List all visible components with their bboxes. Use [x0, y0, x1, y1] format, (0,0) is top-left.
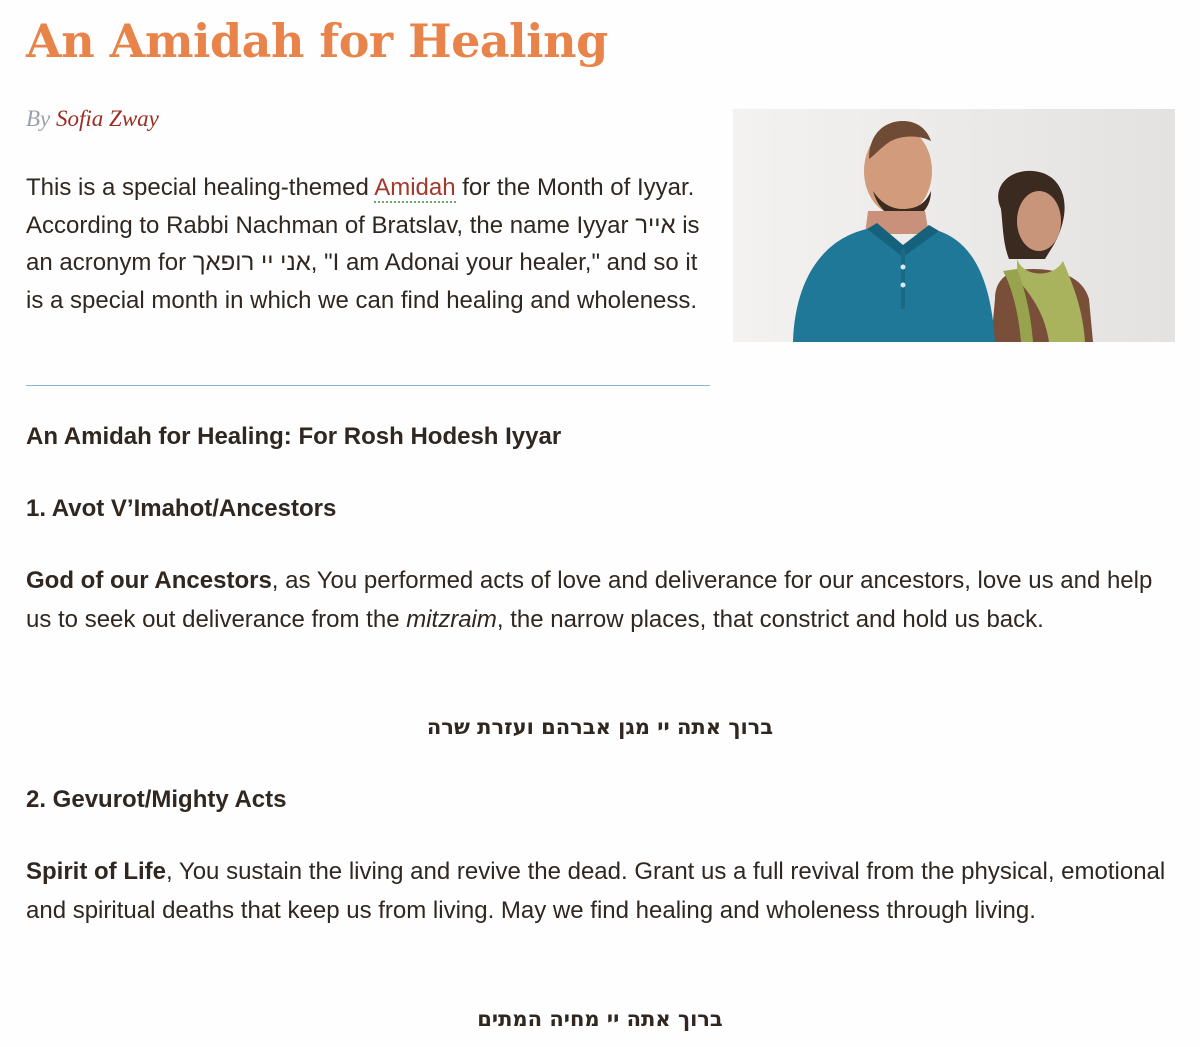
- amidah-heading: An Amidah for Healing: For Rosh Hodesh Iyyar: [26, 423, 562, 450]
- intro-text-end: for the Month of Iyyar. According to Rabbi Nachman of Bratslav, the name Iyyar אייר is an acronym for אני יי רופאך, "I am Adonai your healer," and so it is a special month in which we can find healing and wholeness.: [26, 174, 700, 314]
- mitzraim-term: mitzraim: [406, 606, 497, 633]
- ancestors-paragraph: [26, 561, 1176, 639]
- byline: [26, 106, 159, 132]
- hebrew-blessing-ancestors-text: ברוך אתה יי מגן אברהם ועזרת שרה: [426, 715, 774, 739]
- ancestors-text-b: , the narrow places, that constrict and hold us back.: [496, 606, 1044, 633]
- section-title-gevurot: 2. Gevurot/Mighty Acts: [26, 786, 287, 813]
- intro-paragraph: [26, 169, 716, 319]
- gevurot-text: , You sustain the living and revive the dead. Grant us a full revival from the physical, emotional and spiritual deaths that keep us from living. May we find healing and wholeness through living.: [26, 858, 1166, 924]
- gevurot-lead: Spirit of Life: [26, 858, 166, 885]
- hebrew-blessing-gevurot: [0, 1007, 1200, 1031]
- amidah-link[interactable]: Amidah: [374, 174, 456, 201]
- author-link[interactable]: Sofia Zway: [56, 106, 159, 131]
- gevurot-paragraph: [26, 852, 1176, 930]
- divider: [26, 385, 710, 386]
- hebrew-blessing-gevurot-text: ברוך אתה יי מחיה המתים: [477, 1007, 723, 1031]
- ancestors-text-a: , as You performed acts of love and deliverance for our ancestors, love us and help us to seek out deliverance from the: [26, 567, 1153, 633]
- ancestors-lead: God of our Ancestors: [26, 567, 272, 594]
- byline-prefix: By: [26, 106, 51, 131]
- hero-photo: [733, 109, 1175, 342]
- section-title-ancestors: 1. Avot V’Imahot/Ancestors: [26, 495, 337, 522]
- article-title: An Amidah for Healing: [26, 14, 608, 68]
- hebrew-blessing-ancestors: [0, 715, 1200, 739]
- intro-text-start: This is a special healing-themed: [26, 174, 375, 201]
